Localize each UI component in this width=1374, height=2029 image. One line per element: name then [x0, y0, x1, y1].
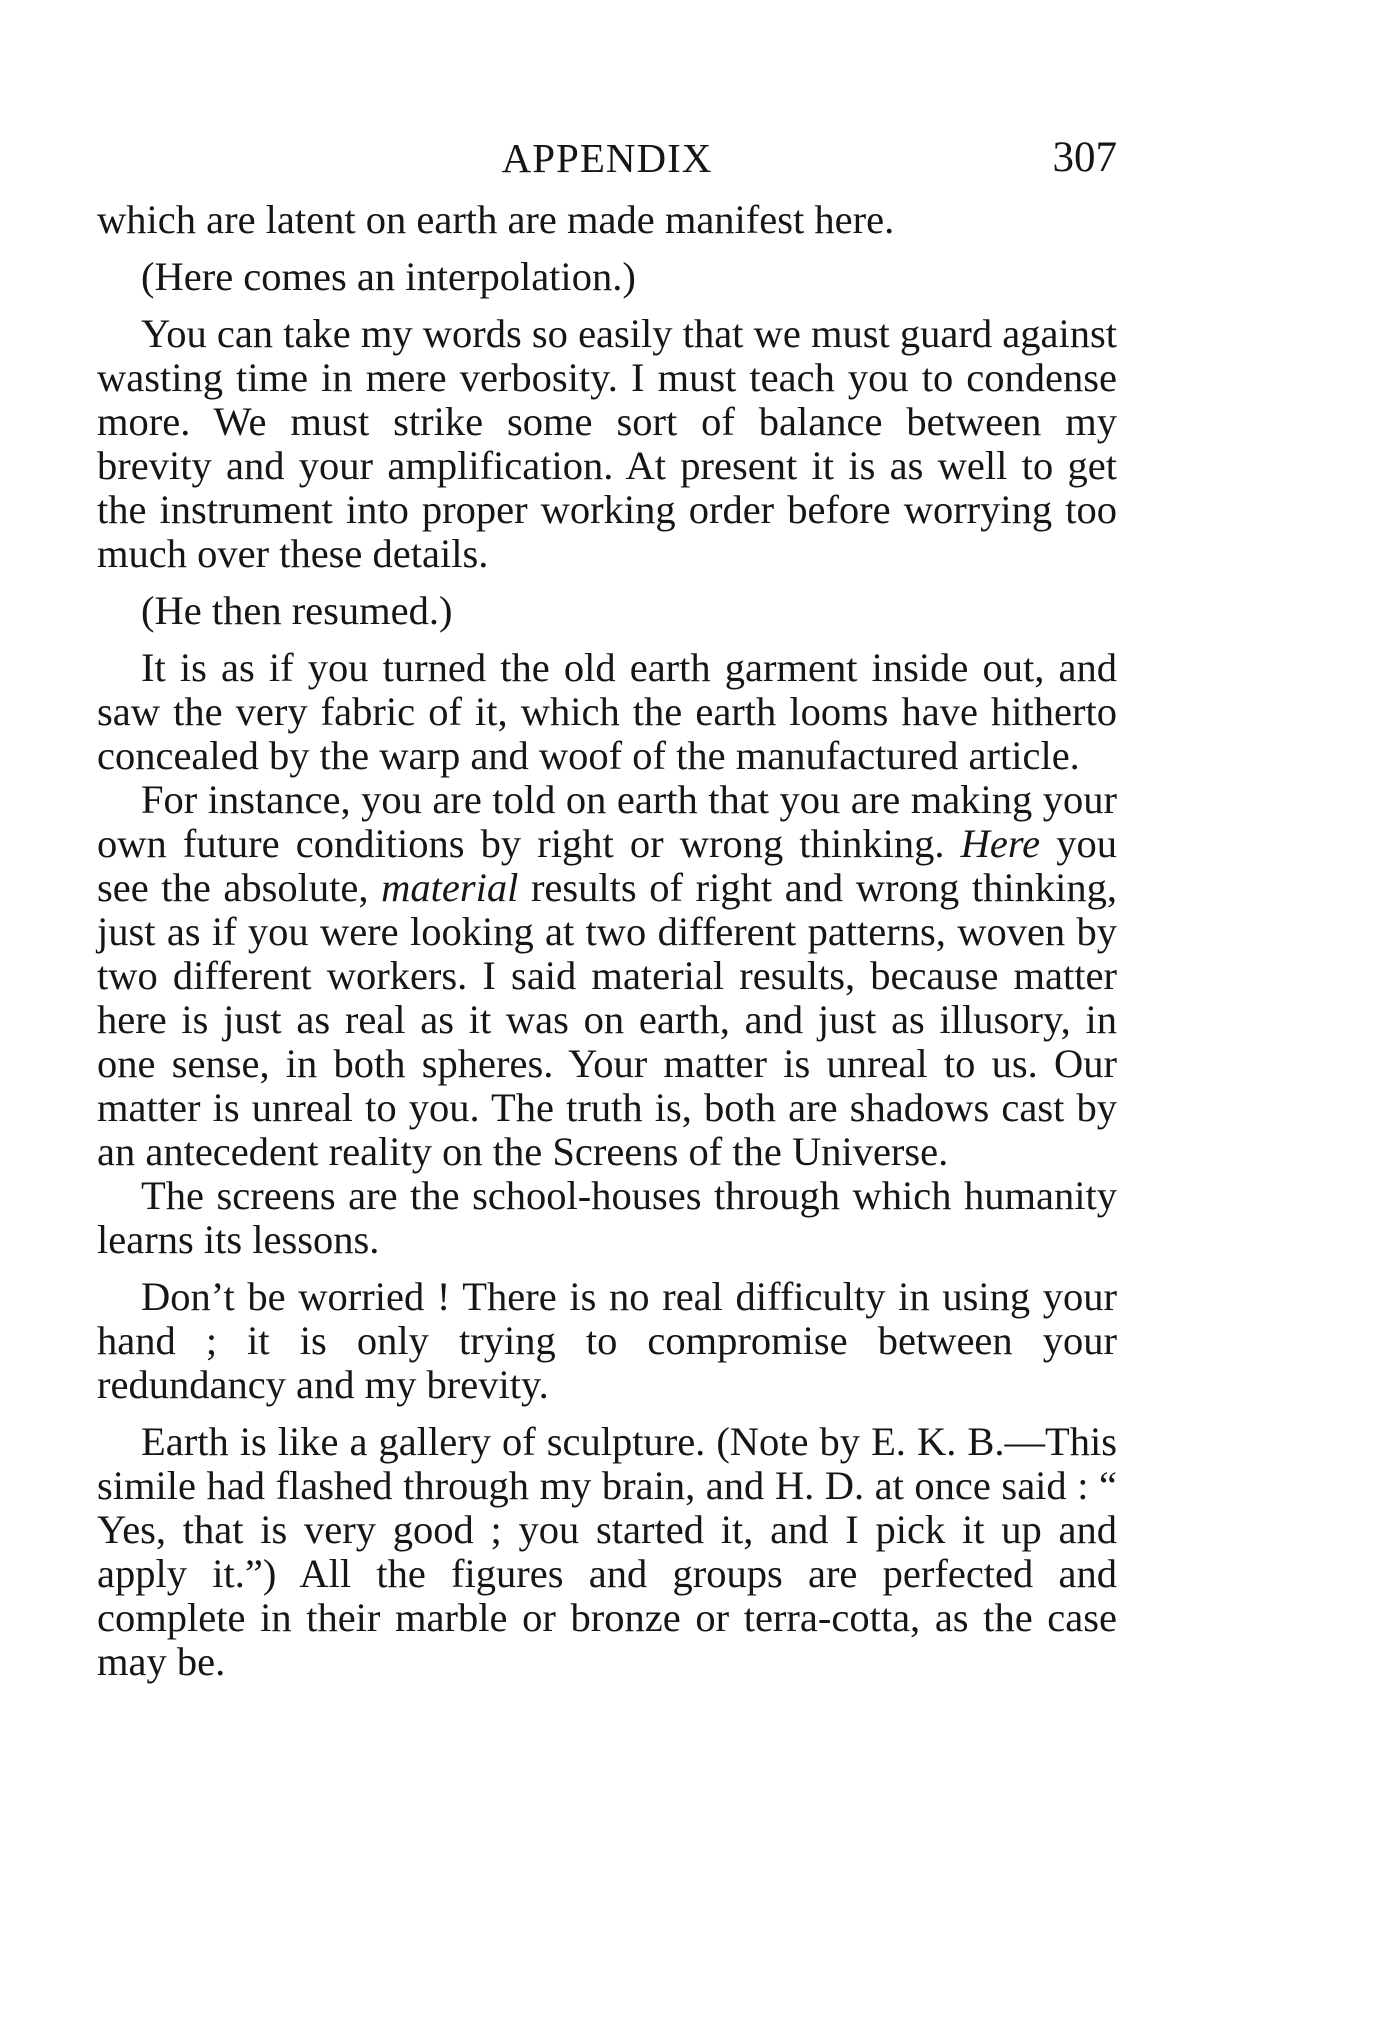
- paragraph-interpolation-note: (Here comes an interpolation.): [141, 254, 636, 299]
- italic-word-material: material: [381, 865, 519, 910]
- text-segment: For instance, you are told on earth that you are making your own future conditions by right or wrong thinking.: [97, 777, 1117, 866]
- text-segment: you see the absolute,: [97, 821, 1117, 910]
- paragraph-words-verbosity: You can take my words so easily that we must guard against wasting time in mere verbosity. I must teach you to condense more. We must strike some sort of balance between my brevity and your amplification. At present it is as well to get the instrument into proper working order before worrying too much over these details.: [97, 311, 1117, 576]
- running-head: [97, 128, 1117, 188]
- paragraph-earth-garment: It is as if you turned the old earth garment inside out, and saw the very fabric of it, which the earth looms have hitherto concealed by the warp and woof of the manufactured article.: [97, 645, 1117, 778]
- paragraph-school-houses: The screens are the school-houses through which humanity learns its lessons.: [97, 1173, 1117, 1262]
- paragraph-gallery-of-sculpture: Earth is like a gallery of sculpture. (Note by E. K. B.—This simile had flashed through my brain, and H. D. at once said : “ Yes, that is very good ; you started it, and I pick it up and apply it.”) All the figures and groups are perfected and complete in their marble or bronze or terra-cotta, as the case may be.: [97, 1419, 1117, 1684]
- paragraph-resumed-note: (He then resumed.): [141, 588, 453, 633]
- paragraph-continuation: which are latent on earth are made manifest here.: [97, 197, 895, 242]
- italic-word-here: Here: [960, 821, 1041, 866]
- page-number: 307: [1052, 134, 1117, 181]
- body-text: [97, 198, 1117, 1697]
- paragraph-dont-be-worried: Don’t be worried ! There is no real difficulty in using your hand ; it is only trying to compromise between your redundancy and my brevity.: [97, 1274, 1117, 1407]
- running-title: APPENDIX: [501, 135, 713, 181]
- text-segment: results of right and wrong thinking, just as if you were looking at two different patterns, woven by two different workers. I said material results, because matter here is just as real as it was on earth, and just as illusory, in one sense, in both spheres. Your matter is unreal to us. Our matter is unreal to you. The truth is, both are shadows cast by an antecedent reality on the Screens of the Universe.: [97, 865, 1117, 1174]
- paragraph-right-wrong-thinking: [97, 778, 1117, 1174]
